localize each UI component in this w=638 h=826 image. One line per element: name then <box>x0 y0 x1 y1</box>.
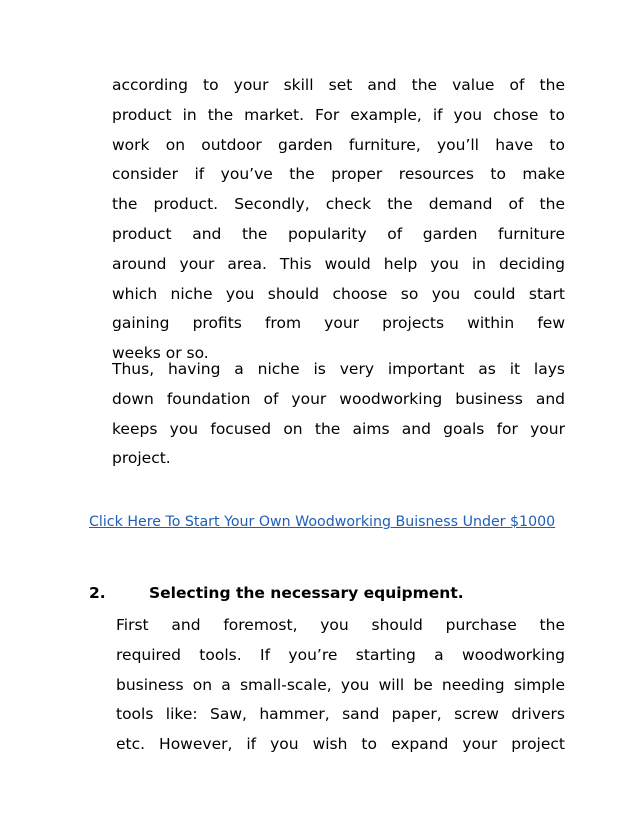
text-line: keeps you focused on the aims and goals for your <box>112 419 565 438</box>
text-line: down foundation of your woodworking business and <box>112 389 565 408</box>
text-line: consider if you’ve the proper resources to make <box>112 165 565 184</box>
text-line: around your area. This would help you in deciding <box>112 254 565 273</box>
section-number: 2. <box>89 584 106 602</box>
text-line: required tools. If you’re starting a woodworking <box>116 645 565 664</box>
paragraph-niche-selection <box>112 71 565 369</box>
text-line: product and the popularity of garden furniture <box>112 224 565 243</box>
text-line: tools like: Saw, hammer, sand paper, screw drivers <box>116 705 565 724</box>
text-line: according to your skill set and the value of the <box>112 76 565 94</box>
text-line: gaining profits from your projects within few <box>112 314 565 333</box>
text-line: business on a small-scale, you will be needing simple <box>116 675 565 694</box>
paragraph-niche-importance <box>112 355 565 474</box>
section-heading <box>89 584 464 602</box>
text-line: the product. Secondly, check the demand of the <box>112 195 565 214</box>
text-line: product in the market. For example, if you chose to <box>112 105 565 124</box>
text-line: etc. However, if you wish to expand your project <box>116 735 565 754</box>
text-line: First and foremost, you should purchase the <box>116 616 565 634</box>
text-line: weeks or so. <box>112 344 209 363</box>
text-line: work on outdoor garden furniture, you’ll have to <box>112 135 565 154</box>
text-line: Thus, having a niche is very important as it lays <box>112 360 565 378</box>
text-line: project. <box>112 449 171 468</box>
paragraph-equipment <box>116 611 565 760</box>
start-business-link[interactable]: Click Here To Start Your Own Woodworking Buisness Under $1000 <box>89 514 556 530</box>
text-line: which niche you should choose so you could start <box>112 284 565 303</box>
section-title: Selecting the necessary equipment. <box>149 584 464 602</box>
